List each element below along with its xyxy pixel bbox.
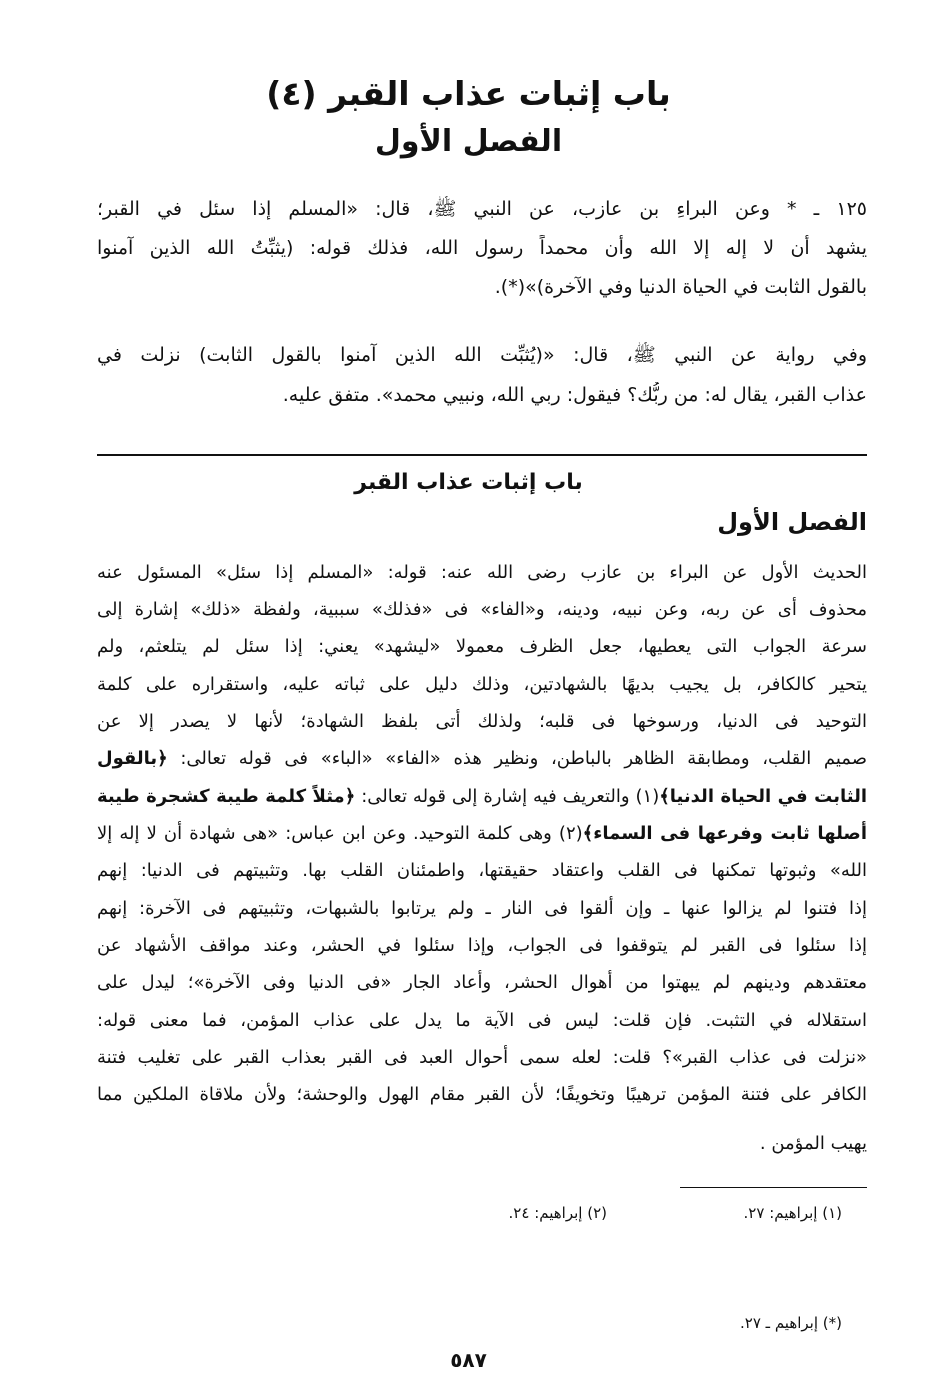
quran-quote: أصلها ثابت وفرعها فى السماء﴾ [582, 823, 867, 844]
commentary-line [97, 821, 867, 849]
quran-quote: ﴿بالقول [97, 748, 168, 769]
commentary-line: الحديث الأول عن البراء بن عازب رضى الله عنه: قوله: «المسلم إذا سئل» المسئول عنه [97, 562, 867, 583]
commentary-line: استقلاله في التثبت. فإن قلت: ليس فى الآية ما يدل على عذاب المؤمن، فما معنى قوله: [97, 1010, 867, 1031]
footnote-2: (٢) إبراهيم: ٢٤. [508, 1204, 607, 1222]
divider [97, 454, 867, 456]
riwaya-line: وفي رواية عن النبي ﷺ، قال: «(يُثبِّت الله الذين آمنوا بالقول الثابت) نزلت في [97, 344, 867, 366]
commentary-line: يتحير كالكافر، بل يجيب بديهًا بالشهادتين، وذلك دليل على ثباته عليه، واستقراره على كلمة [97, 674, 867, 695]
commentary-line [97, 784, 867, 812]
footnote-star: (*) إبراهيم ـ ٢٧. [739, 1314, 842, 1332]
hadith-line: يشهد أن لا إله إلا الله وأن محمداً رسول الله، فذلك قوله: (يثبِّتُ الله الذين آمنوا [97, 237, 867, 259]
quran-quote: ﴿مثلاً كلمة طيبة كشجرة طيبة [97, 786, 356, 807]
hadith-line: بالقول الثابت في الحياة الدنيا وفي الآخرة)»(*). [494, 276, 867, 298]
commentary-line: الله» وثبوتها تمكنها فى القلب واعتقاد حقيقتها، واطمئنان القلب بها. وتثبيتهم فى الدنيا: إنهم [97, 860, 867, 881]
commentary-line: معتقدهم ودينهم لم يبهتوا من أهوال الحشر، وأعاد الجار «فى الدنيا وفى الآخرة»؛ ليدل على [97, 972, 867, 993]
commentary-line: يهيب المؤمن . [759, 1133, 867, 1154]
chapter-title: (٤) باب إثبات عذاب القبر [266, 74, 671, 113]
commentary-section: الفصل الأول [717, 508, 867, 536]
commentary-line [97, 746, 867, 774]
commentary-heading: باب إثبات عذاب القبر [354, 470, 583, 495]
footnote-1: (١) إبراهيم: ٢٧. [743, 1204, 842, 1222]
commentary-line: إذا سئلوا فى القبر لم يتوقفوا فى الجواب، وإذا سئلوا في الحشر، وعند مواقف الأشهاد عن [97, 935, 867, 956]
footnote-rule [680, 1187, 867, 1188]
text: (١) والتعريف فيه إشارة إلى قوله تعالى: [355, 786, 660, 807]
hadith-line: ١٢٥ ـ * وعن البراءِ بن عازب، عن النبي ﷺ، قال: «المسلم إذا سئل في القبر؛ [97, 198, 867, 220]
commentary-line: التوحيد فى الدنيا، ورسوخها فى قلبه؛ ولذلك أتى بلفظ الشهادة؛ لأنها لا يصدر إلا عن [97, 711, 867, 732]
riwaya-line: عذاب القبر، يقال له: من ربُّك؟ فيقول: ربي الله، ونبيي محمد». متفق عليه. [282, 384, 867, 406]
commentary-line: إذا فتنوا لم يزالوا عنها ـ وإن ألقوا فى النار ـ ولم يرتابوا بالشبهات، وتثبيتهم فى الآخرة: إنهم [97, 898, 867, 919]
page-number: ٥٨٧ [450, 1348, 487, 1372]
commentary-line: «نزلت فى عذاب القبر»؟ قلت: لعله سمى أحوال العبد فى القبر بعذاب القبر على تغليب فتنة [97, 1047, 867, 1068]
quran-quote: الثابت في الحياة الدنيا﴾ [659, 786, 867, 807]
text: صميم القلب، ومطابقة الظاهر بالباطن، ونظير هذه «الفاء» «الباء» فى قوله تعالى: [167, 748, 867, 769]
commentary-line: سرعة الجواب التى يعطيها، جعل الظرف معمولا «ليشهد» يعني: إذا سئل لم يتلعثم، ولم [97, 636, 867, 657]
commentary-line: الكافر على فتنة المؤمن ترهيبًا وتخويفًا؛ لأن القبر مقام الهول والوحشة؛ ولأن ملاقاة الملكين مما [97, 1084, 867, 1105]
text: (٢) وهى كلمة التوحيد. وعن ابن عباس: «هى شهادة أن لا إله إلا [97, 823, 583, 844]
commentary-line: محذوف أى عن ربه، وعن نبيه، ودينه، و«الفاء» فى «فذلك» سببية، ولفظة «ذلك» إشارة إلى [97, 599, 867, 620]
section-title: الفصل الأول [374, 124, 563, 159]
